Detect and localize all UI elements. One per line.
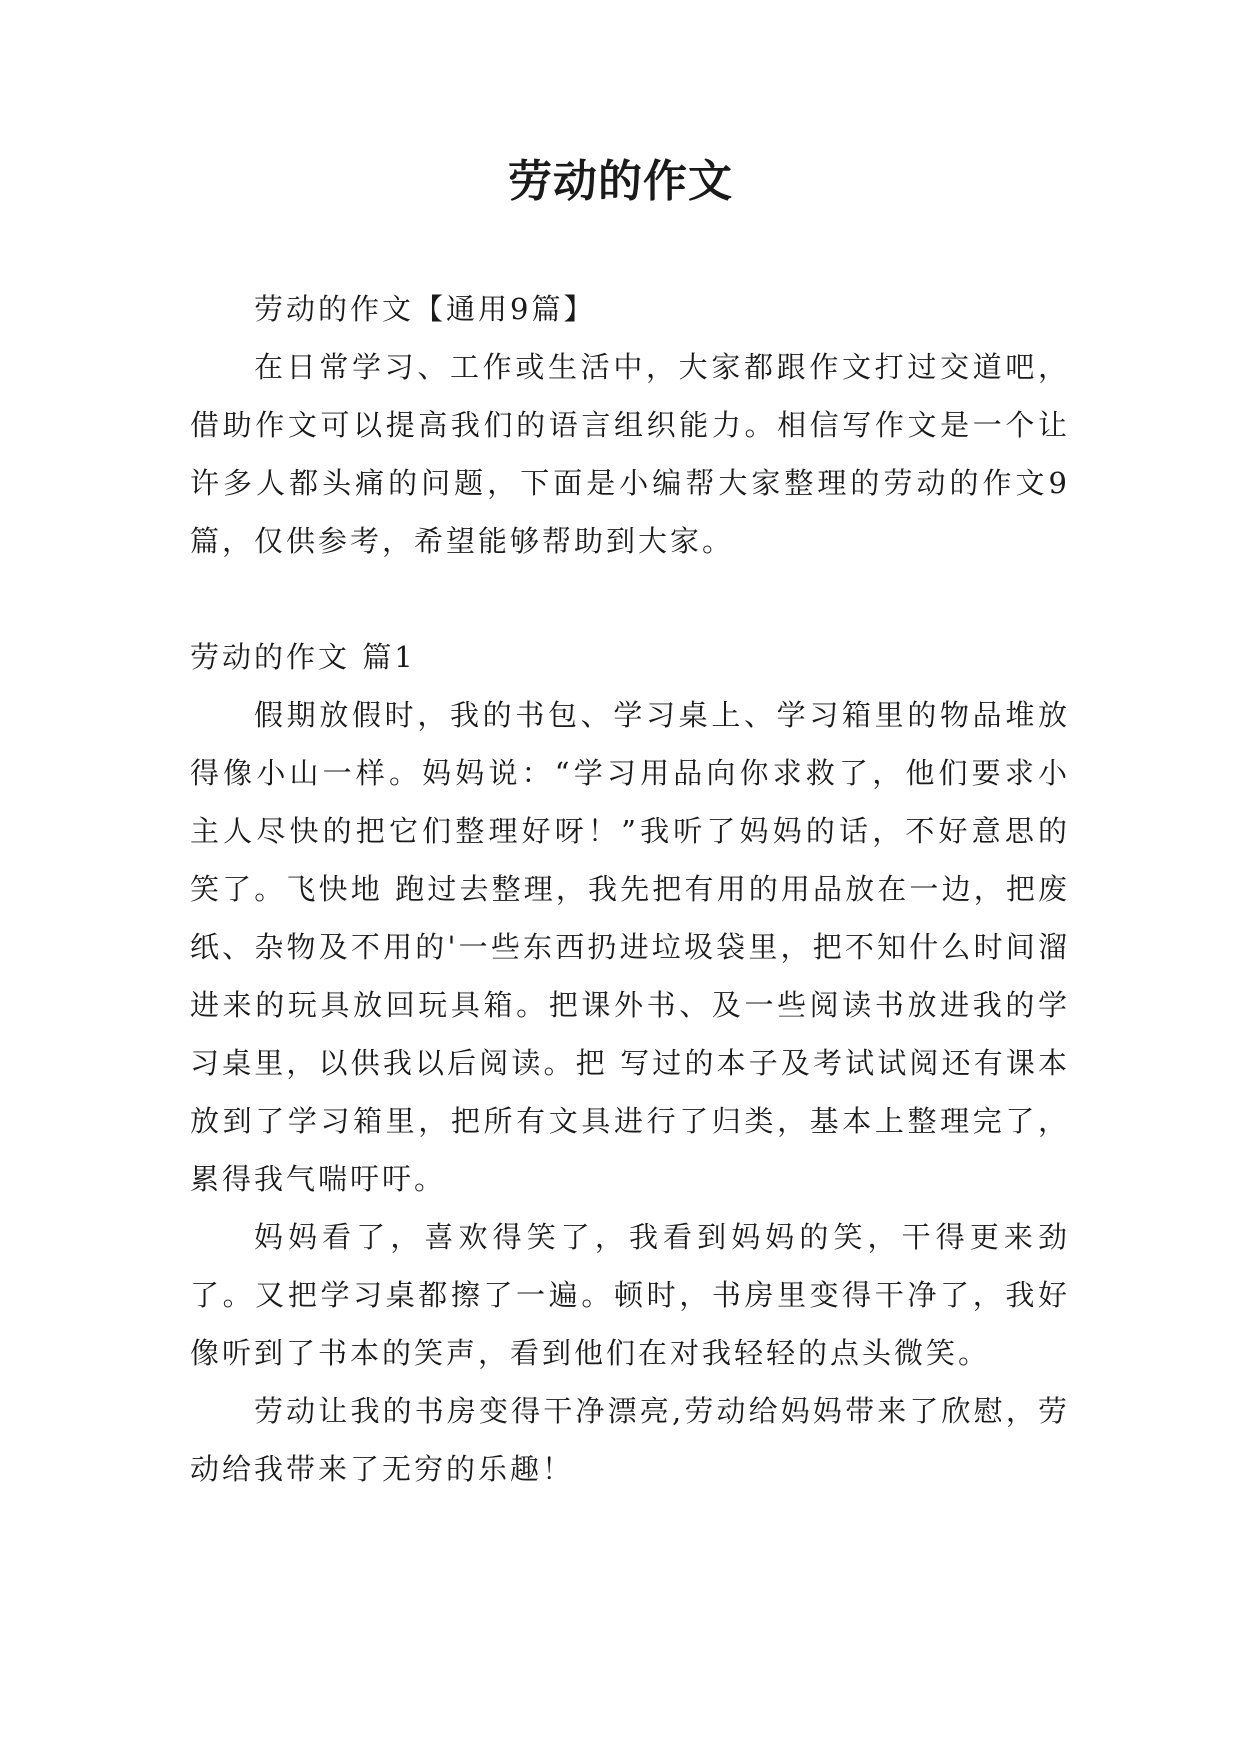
document-title: 劳动的作文 (508, 156, 733, 207)
intro-paragraph: 在日常学习、工作或生活中，大家都跟作文打过交道吧，借助作文可以提高我们的语言组织能力。相信写作文是一个让许多人都头痛的问题，下面是小编帮大家整理的劳动的作文9篇，仅供参考，希望能够帮助到大家。 (190, 350, 1070, 558)
document-subtitle: 劳动的作文【通用9篇】 (254, 292, 596, 326)
body-paragraph-2: 妈妈看了，喜欢得笑了，我看到妈妈的笑，干得更来劲了。又把学习桌都擦了一遍。顿时，书房里变得干净了，我好像听到了书本的笑声，看到他们在对我轻轻的点头微笑。 (190, 1220, 1070, 1370)
body-paragraph-3: 劳动让我的书房变得干净漂亮,劳动给妈妈带来了欣慰，劳动给我带来了无穷的乐趣！ (190, 1394, 1070, 1486)
body-paragraph-1: 假期放假时，我的书包、学习桌上、学习箱里的物品堆放得像小山一样。妈妈说：“学习用品向你求救了，他们要求小主人尽快的把它们整理好呀！”我听了妈妈的话，不好意思的笑了。飞快地 跑过去整理，我先把有用的用品放在一边，把废纸、杂物及不用的'一些东西扔进垃圾袋里，把不知什么时间溜进来的玩具放回玩具箱。把课外书、及一些阅读书放进我的学习桌里，以供我以后阅读。把 写过的本子及考试试阅还有课本放到了学习箱里，把所有文具进行了归类，基本上整理完了，累得我气喘吁吁。 (190, 698, 1070, 1196)
section-heading: 劳动的作文 篇1 (190, 640, 416, 674)
document-body (190, 280, 1070, 1498)
